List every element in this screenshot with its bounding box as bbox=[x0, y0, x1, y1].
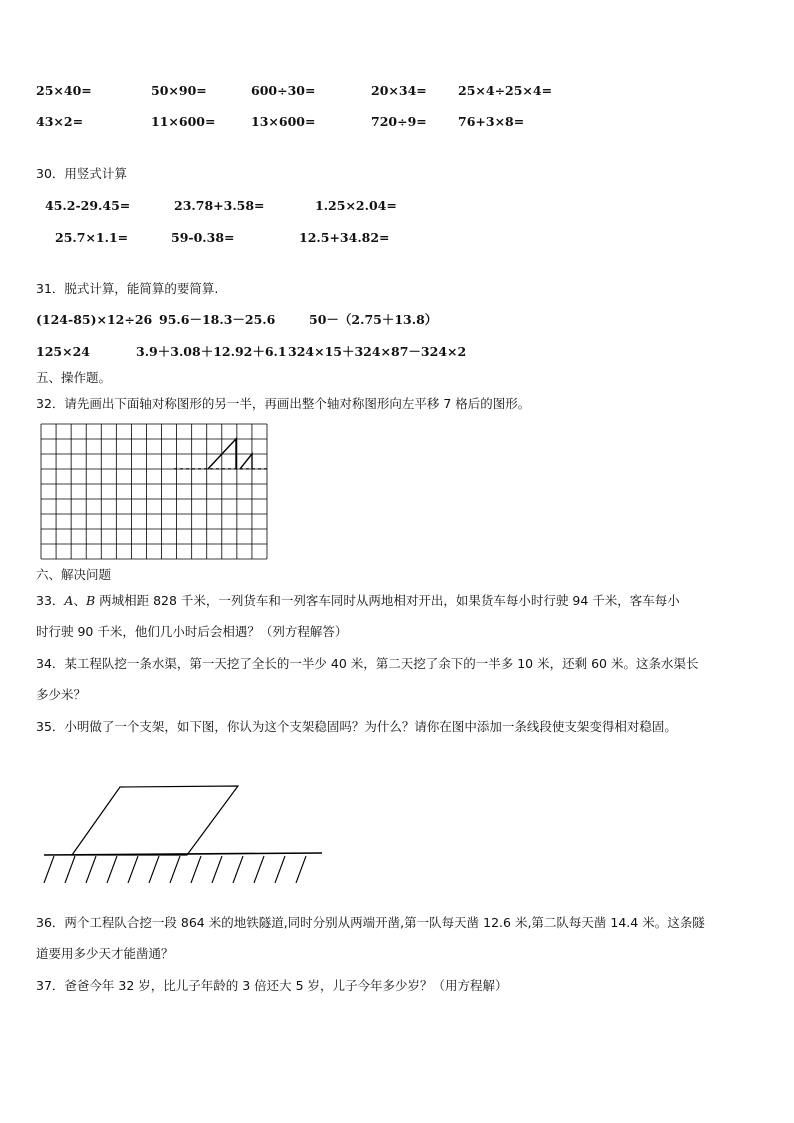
bracket-figure bbox=[40, 780, 330, 890]
oral-expr: 25×40= bbox=[36, 83, 92, 98]
question-33-line2: 时行驶 90 千米，他们几小时后会相遇？（列方程解答） bbox=[36, 624, 348, 639]
section-heading: 五、操作题。 bbox=[36, 370, 112, 385]
ground-line bbox=[44, 853, 322, 855]
ground-hatch bbox=[212, 856, 222, 883]
oral-expr: 600÷30= bbox=[251, 83, 316, 98]
question-37: 37．爸爸今年 32 岁，比儿子年龄的 3 倍还大 5 岁，儿子今年多少岁？（用方程解） bbox=[36, 978, 508, 993]
step-calc-expr: 95.6－18.3－25.6 bbox=[159, 312, 276, 327]
oral-expr: 13×600= bbox=[251, 114, 316, 129]
question-36-line1: 36．两个工程队合挖一段 864 米的地铁隧道,同时分别从两端开凿,第一队每天凿 12.6 米,第二队每天凿 14.4 米。这条隧 bbox=[36, 915, 705, 930]
ground-hatch bbox=[107, 856, 117, 883]
vertical-calc-expr: 59-0.38= bbox=[171, 230, 235, 245]
ground-hatch bbox=[149, 856, 159, 883]
oral-expr: 720÷9= bbox=[371, 114, 427, 129]
question-34-line2: 多少米？ bbox=[36, 687, 87, 702]
ground-hatch bbox=[296, 856, 306, 883]
question-35: 35．小明做了一个支架，如下图，你认为这个支架稳固吗？为什么？请你在图中添加一条线段使支架变得相对稳固。 bbox=[36, 719, 677, 734]
step-calc-expr: (124-85)×12÷26 bbox=[36, 312, 153, 327]
half-shape-small bbox=[240, 454, 252, 469]
step-calc-expr: 324×15＋324×87－324×2 bbox=[288, 344, 467, 359]
oral-expr: 50×90= bbox=[151, 83, 207, 98]
ground-hatch bbox=[191, 856, 201, 883]
question-31-title: 31．脱式计算，能简算的要简算. bbox=[36, 281, 219, 296]
ground-hatch bbox=[254, 856, 264, 883]
step-calc-expr: 125×24 bbox=[36, 344, 90, 359]
square-grid-figure bbox=[41, 424, 269, 562]
step-calc-expr: 3.9＋3.08＋12.92＋6.1 bbox=[136, 344, 287, 359]
question-33-line1 bbox=[36, 593, 680, 609]
ground-hatch bbox=[170, 856, 180, 883]
ground-hatch bbox=[275, 856, 285, 883]
ground-hatch bbox=[233, 856, 243, 883]
city-a-label: A bbox=[64, 593, 74, 608]
ground-hatch bbox=[44, 856, 54, 883]
oral-expr: 20×34= bbox=[371, 83, 427, 98]
vertical-calc-expr: 12.5+34.82= bbox=[299, 230, 390, 245]
question-36-line2: 道要用多少天才能凿通？ bbox=[36, 946, 174, 961]
step-calc-expr: 50－（2.75＋13.8） bbox=[309, 312, 438, 327]
oral-expr: 11×600= bbox=[151, 114, 216, 129]
q33-number: 33． bbox=[36, 593, 65, 608]
parallelogram-bracket bbox=[72, 786, 238, 855]
question-34-line1: 34．某工程队挖一条水渠，第一天挖了全长的一半少 40 米，第二天挖了余下的一半多 10 米，还剩 60 米。这条水渠长 bbox=[36, 656, 699, 671]
oral-expr: 25×4÷25×4= bbox=[458, 83, 553, 98]
ground-hatch bbox=[128, 856, 138, 883]
question-30-title: 30．用竖式计算 bbox=[36, 166, 127, 181]
city-b-label: B bbox=[85, 593, 96, 608]
vertical-calc-expr: 23.78+3.58= bbox=[174, 198, 265, 213]
oral-expr: 76+3×8= bbox=[458, 114, 525, 129]
vertical-calc-expr: 1.25×2.04= bbox=[315, 198, 397, 213]
question-32: 32．请先画出下面轴对称图形的另一半，再画出整个轴对称图形向左平移 7 格后的图形。 bbox=[36, 396, 531, 411]
vertical-calc-expr: 25.7×1.1= bbox=[55, 230, 129, 245]
q33-text: 两城相距 828 千米，一列货车和一列客车同时从两地相对开出，如果货车每小时行驶 94 千米，客车每小 bbox=[95, 593, 680, 608]
oral-expr: 43×2= bbox=[36, 114, 84, 129]
ground-hatch bbox=[65, 856, 75, 883]
vertical-calc-expr: 45.2-29.45= bbox=[45, 198, 131, 213]
section-heading: 六、解决问题 bbox=[36, 567, 112, 582]
q33-separator: 、 bbox=[73, 593, 86, 608]
ground-hatch bbox=[86, 856, 96, 883]
